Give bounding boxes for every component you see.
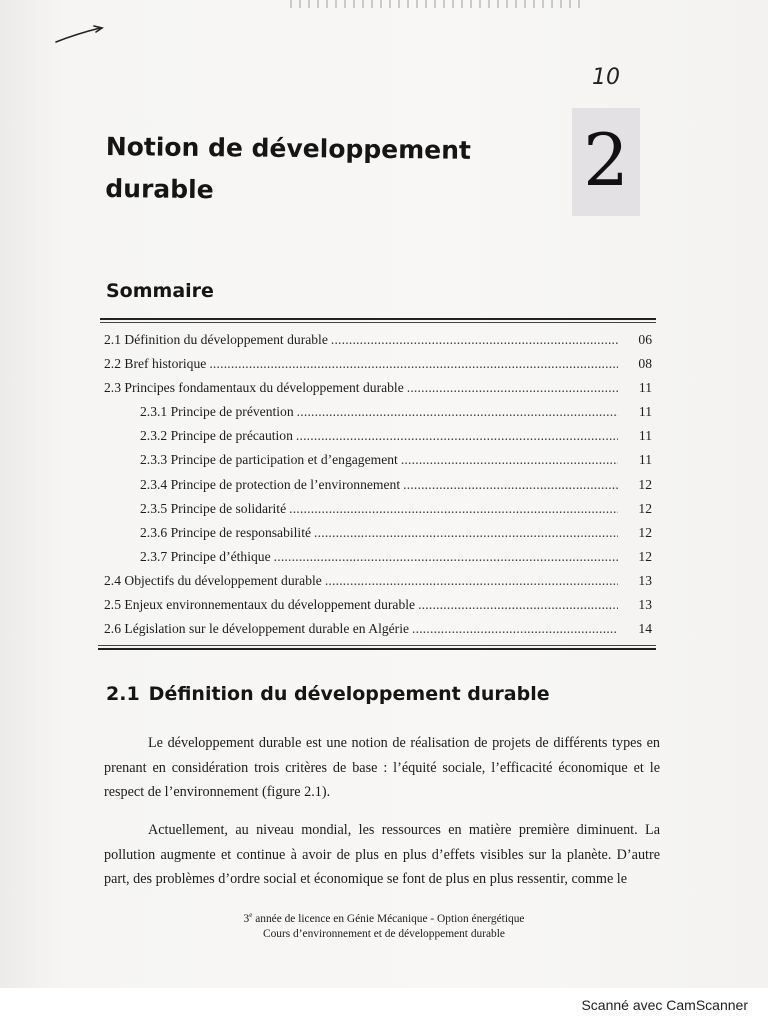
toc-entry [104,376,652,400]
toc-entry [104,593,652,617]
footer-line1 [160,908,608,927]
toc-entry [104,617,652,641]
toc-leader-dots [407,376,618,400]
handwritten-note [588,58,638,92]
scanner-watermark: Scanné avec CamScanner [581,997,748,1013]
chapter-title [105,126,546,215]
toc-leader-dots [297,400,618,424]
summary-bottom-rule [98,648,656,650]
toc-entry-label: 2.3.6 Principe de responsabilité [140,524,312,540]
section-title: Définition du développement durable [148,683,550,705]
toc-entry-label: 2.3.5 Principe de solidarité [140,500,287,516]
paragraph-2: Actuellement, au niveau mondial, les ressources en matière première diminuent. La pollution augmente et continue à avoir de plus en plus d’effets visibles sur la planète. D’autre part, des problèmes d’ordre social et économique se font de plus en plus ressentir, comme le [104,822,660,887]
toc-entry-label: 2.4 Objectifs du développement durable [104,572,322,588]
toc-entry-label: 2.3.7 Principe d’éthique [140,548,271,564]
toc-entry [104,448,652,472]
toc-leader-dots [412,617,618,641]
toc-entry [104,352,652,376]
toc-entry-label: 2.1 Définition du développement durable [104,332,328,347]
toc-entry-label: 2.3 Principes fondamentaux du développement durable [104,380,404,396]
toc-entry-page: 13 [638,572,652,588]
toc-leader-dots [289,497,618,521]
toc-entry-page: 12 [638,476,652,492]
toc-entry-page: 13 [638,597,652,613]
toc-entry [104,569,652,593]
toc-entry-label: 2.6 Législation sur le développement durable en Algérie [104,621,410,637]
toc-entry-page: 11 [638,380,652,396]
toc-entry-label: 2.3.2 Principe de précaution [140,428,293,444]
paragraph-1: Le développement durable est une notion de réalisation de projets de différents types en prenant en considération trois critères de base : l’équité sociale, l’efficacité économique et le respect de l’environnement (figure 2.1). [104,735,660,800]
toc-entry-page: 06 [638,332,652,347]
toc-entry-page: 12 [638,548,652,564]
toc-entry [104,497,652,521]
toc-entry [104,424,652,448]
toc-entry [104,400,652,424]
section-number: 2.1 [106,683,140,705]
toc-entry-page: 11 [638,452,652,468]
summary-heading: Sommaire [106,280,214,302]
chapter-title-line1: Notion de développement [105,131,472,165]
table-of-contents [104,328,652,641]
summary-top-rule [100,318,656,320]
page-footer [160,908,608,942]
toc-leader-dots [401,448,618,472]
scan-smudge [290,0,580,8]
toc-leader-dots [325,569,618,593]
toc-entry-label: 2.2 Bref historique [104,356,207,372]
toc-leader-dots [418,593,618,617]
toc-entry [104,521,652,545]
toc-leader-dots [296,424,618,448]
toc-entry [104,545,652,569]
footer-year-suffix: e [249,911,253,919]
toc-entry-page: 11 [638,428,652,444]
toc-entry-page: 12 [638,524,652,540]
chapter-title-line2: durable [105,173,214,205]
toc-leader-dots [403,473,618,497]
toc-entry-label: 2.3.4 Principe de protection de l’environnement [140,476,401,492]
toc-entry-page: 12 [638,500,652,516]
toc-entry [104,328,652,352]
toc-entry-page: 08 [638,356,652,372]
toc-leader-dots [274,545,618,569]
footer-line2: Cours d’environnement et de développement durable [263,927,505,940]
footer-course-line: année de licence en Génie Mécanique - Option énergétique [252,912,525,925]
toc-entry [104,473,652,497]
summary-bottom-rule-thin [98,645,656,646]
toc-entry-page: 11 [638,404,652,420]
chapter-number: 2 [583,118,629,202]
handwritten-note-text: 10 [592,65,620,90]
toc-leader-dots [209,352,618,376]
toc-leader-dots [331,328,618,352]
pen-stroke-mark [52,22,112,48]
summary-top-rule-thin [100,322,656,323]
toc-entry-label: 2.5 Enjeux environnementaux du développement durable [104,597,416,613]
footer-year: 3 [243,912,250,925]
toc-entry-label: 2.3.3 Principe de participation et d’engagement [140,452,398,468]
toc-leader-dots [314,521,618,545]
section-heading [106,683,550,705]
toc-entry-page: 14 [638,621,652,637]
toc-entry-label: 2.3.1 Principe de prévention [140,404,294,420]
